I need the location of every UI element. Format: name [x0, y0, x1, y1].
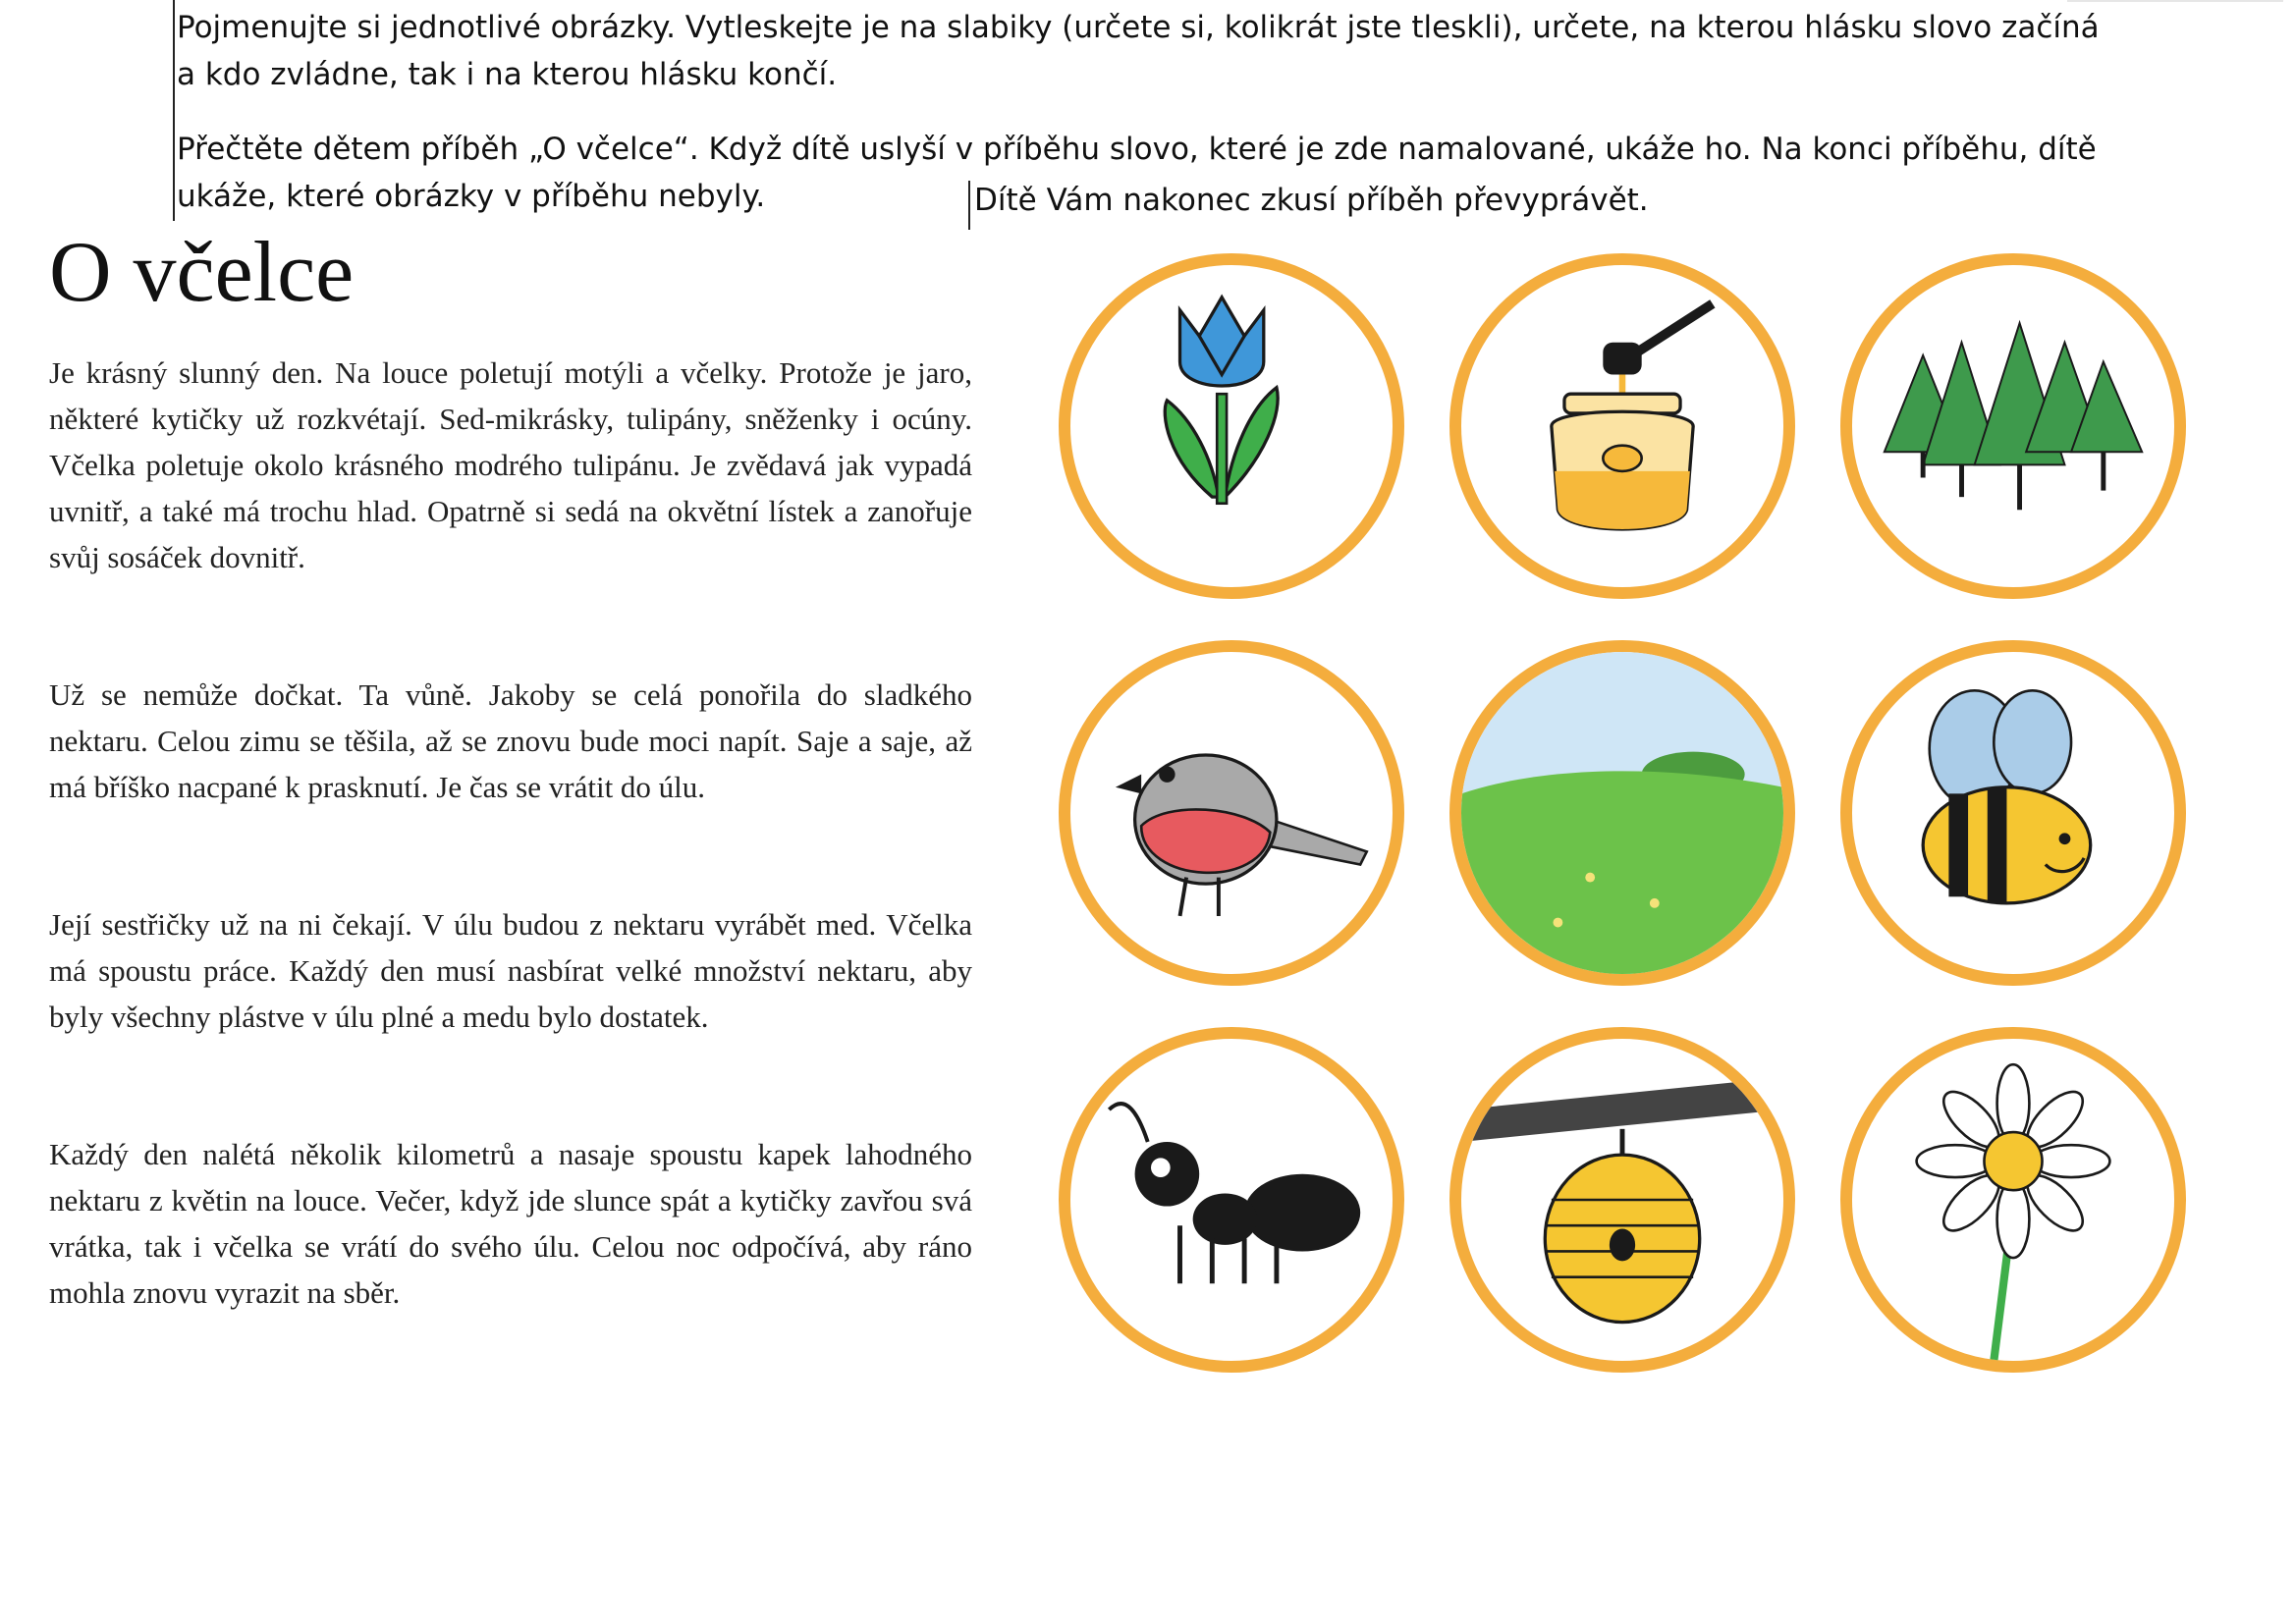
story-title: O včelce: [49, 225, 355, 320]
bee-icon: [1852, 652, 2174, 974]
instruction-divider: [173, 0, 175, 221]
picture-forest: [1840, 253, 2186, 599]
picture-daisy: [1840, 1027, 2186, 1373]
instructions-line2a: Přečtěte dětem příběh „O včelce“. Když dítě uslyší v příběhu slovo, které je zde namalované, ukáže ho. Na konci příběhu, dítě ukáže, které obrázky v příběhu nebyly.: [177, 132, 2097, 214]
tulip-icon: [1070, 265, 1393, 587]
robin-bird-icon: [1070, 652, 1393, 974]
honey-jar-icon: [1461, 265, 1783, 587]
story-paragraph-2: Už se nemůže dočkat. Ta vůně. Jakoby se celá ponořila do sladkého nektaru. Celou zimu se těšila, až se znovu bude moci napít. Saje a saje, až má bříško nacpané k prasknutí. Je čas se vrátit do úlu.: [49, 677, 972, 804]
story-paragraph-4: Každý den nalétá několik kilometrů a nasaje spoustu kapek lahodného nektaru z květin na louce. Večer, když jde slunce spát a kytičky zavřou svá vrátka, tak i včelka se vrátí do svého úlu. Celou noc odpočívá, aby ráno mohla znovu vyrazit na sběr.: [49, 1137, 972, 1310]
instructions-line2b: Dítě Vám nakonec zkusí příběh převyprávět.: [974, 183, 1649, 218]
picture-beehive: [1449, 1027, 1795, 1373]
story-paragraph-1: Je krásný slunný den. Na louce poletují motýli a včelky. Protože je jaro, některé kytičky už rozkvétají. Sed-mikrásky, tulipány, sněženky i ocúny. Včelka poletuje okolo krásného modrého tulipánu. Je zvědavá jak vypadá uvnitř, a také má trochu hlad. Opatrně si sedá na okvětní lístek a zanořuje svůj sosáček dovnitř.: [49, 355, 972, 574]
picture-ant: [1059, 1027, 1404, 1373]
ant-icon: [1070, 1039, 1393, 1361]
instructions-2: [177, 126, 2102, 220]
daisy-icon: [1852, 1039, 2174, 1361]
story-paragraph-3: Její sestřičky už na ni čekají. V úlu budou z nektaru vyrábět med. Včelka má spoustu práce. Každý den musí nasbírat velké množství nektaru, aby byly všechny plástve v úlu plné a medu bylo dostatek.: [49, 907, 972, 1034]
picture-tulip: [1059, 253, 1404, 599]
instructions-1: [177, 4, 2102, 98]
forest-icon: [1852, 265, 2174, 587]
instructions-line1: Pojmenujte si jednotlivé obrázky. Vytleskejte je na slabiky (určete si, kolikrát jste tleskli), určete, na kterou hlásku slovo začíná a kdo zvládne, tak i na kterou hlásku končí.: [177, 10, 2100, 92]
meadow-icon: [1461, 652, 1783, 974]
beehive-icon: [1461, 1039, 1783, 1361]
picture-robin: [1059, 640, 1404, 986]
picture-bee: [1840, 640, 2186, 986]
picture-meadow: [1449, 640, 1795, 986]
picture-honey-jar: [1449, 253, 1795, 599]
